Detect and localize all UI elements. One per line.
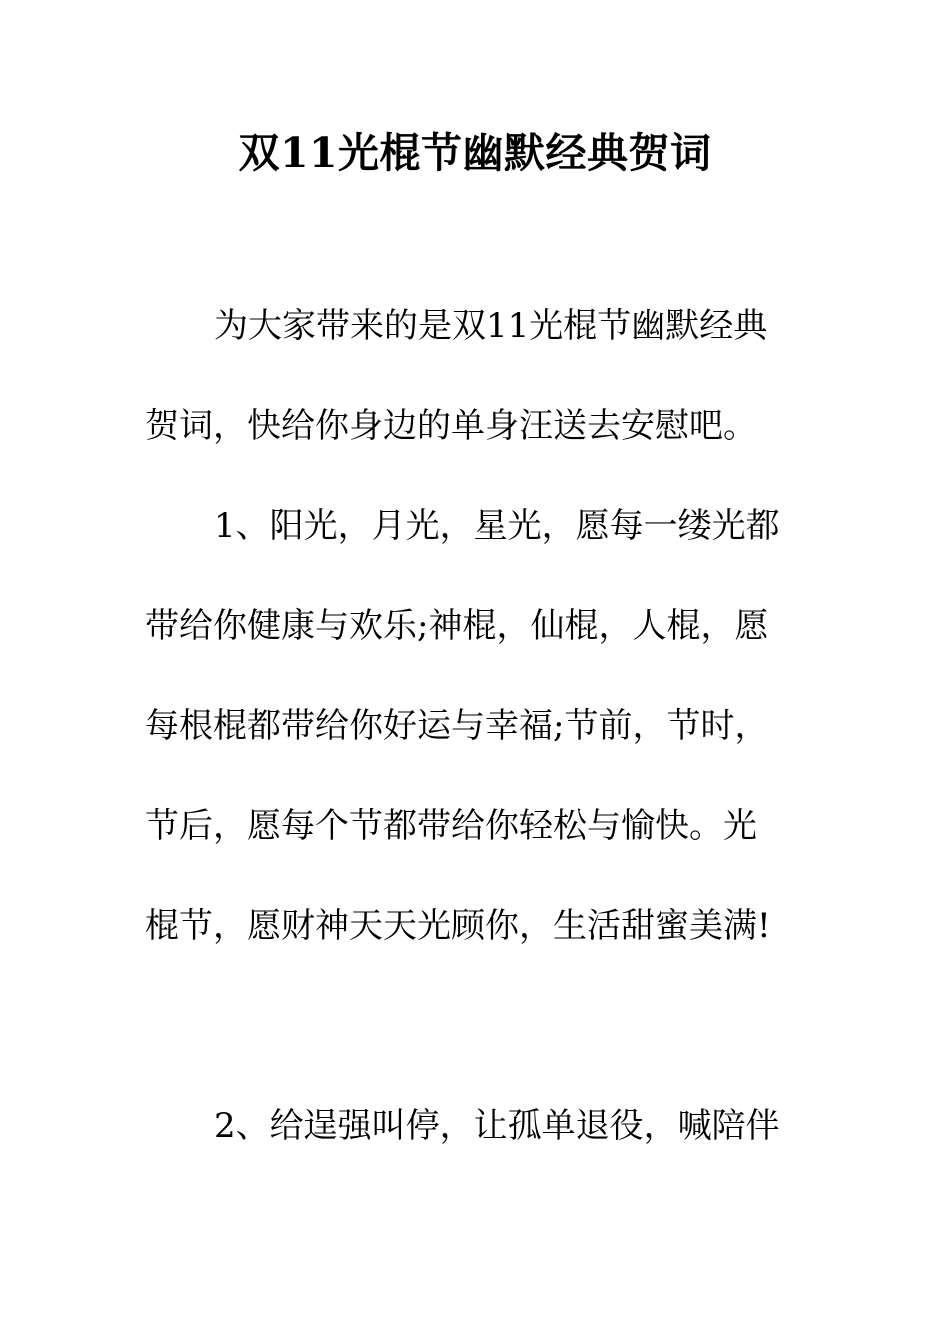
document-title: 双11光棍节幽默经典贺词 bbox=[238, 129, 712, 177]
item-1-line-1: 1、阳光，月光，星光，愿每一缕光都 bbox=[214, 506, 780, 546]
item-1-line-3: 每根棍都带给你好运与幸福;节前，节时， bbox=[145, 706, 769, 746]
item-1-line-4: 节后，愿每个节都带给你轻松与愉快。光 bbox=[145, 806, 757, 846]
item-2-line-1: 2、给逞强叫停，让孤单退役，喊陪伴 bbox=[214, 1106, 780, 1146]
item-1-line-2: 带给你健康与欢乐;神棍，仙棍，人棍，愿 bbox=[145, 606, 769, 646]
intro-line-1: 为大家带来的是双11光棍节幽默经典 bbox=[214, 306, 768, 346]
intro-line-2: 贺词，快给你身边的单身汪送去安慰吧。 bbox=[145, 406, 757, 446]
item-1-line-5: 棍节，愿财神天天光顾你，生活甜蜜美满! bbox=[145, 906, 771, 946]
